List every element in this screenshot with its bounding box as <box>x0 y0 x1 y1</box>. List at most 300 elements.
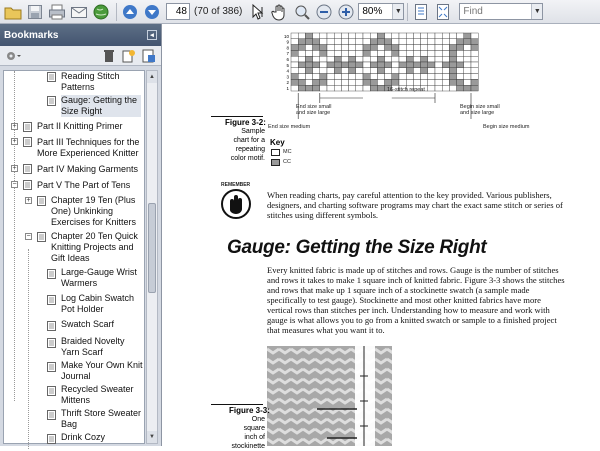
bookmark-item[interactable]: Log Cabin Swatch Pot Holder <box>61 293 135 314</box>
bookmarks-toolbar <box>0 46 161 66</box>
chart-cell <box>385 79 392 85</box>
chart-cell <box>349 62 356 68</box>
chart-cell <box>298 79 305 85</box>
zoom-select[interactable] <box>358 3 404 20</box>
chart-cell <box>457 39 464 45</box>
toolbar-separator <box>407 3 408 21</box>
chart-cell <box>392 50 399 56</box>
bookmark-item[interactable]: Large-Gauge Wrist Warmers <box>61 267 137 288</box>
chart-cell <box>305 56 312 62</box>
chart-cell <box>320 39 327 45</box>
chart-row-number: 5 <box>286 62 289 68</box>
chart-label-begin-small: Begin size small and size large <box>460 104 500 116</box>
chart-cell <box>341 68 348 74</box>
chart-cell <box>341 85 348 91</box>
chart-cell <box>471 62 478 68</box>
chart-cell <box>313 85 320 91</box>
document-view[interactable] <box>163 24 600 450</box>
chart-cell <box>421 56 428 62</box>
bookmark-page-icon <box>47 72 56 82</box>
chart-cell <box>313 79 320 85</box>
chart-cell <box>399 56 406 62</box>
chart-cell <box>377 85 384 91</box>
chart-cell <box>435 56 442 62</box>
chart-cell <box>442 50 449 56</box>
next-page-icon[interactable] <box>142 2 162 22</box>
figure-3-2-label: Figure 3-2: <box>225 118 266 127</box>
chart-cell <box>370 39 377 45</box>
chart-cell <box>370 45 377 51</box>
chart-cell <box>413 45 420 51</box>
chart-cell <box>370 85 377 91</box>
bookmark-item[interactable]: Make Your Own Knit Journal <box>61 360 143 381</box>
figure-3-3-label: Figure 3-3: <box>229 406 270 415</box>
bookmark-page-icon <box>37 232 46 242</box>
bookmark-page-icon <box>23 122 32 132</box>
chart-cell <box>406 50 413 56</box>
chart-cell <box>471 33 478 39</box>
chart-cell <box>449 56 456 62</box>
web-icon[interactable] <box>91 2 111 22</box>
chart-cell <box>449 33 456 39</box>
bookmark-page-icon <box>47 321 56 331</box>
chart-cell <box>377 39 384 45</box>
key-mc-swatch <box>271 149 280 156</box>
expand-icon[interactable]: + <box>12 138 17 145</box>
chart-row-number: 8 <box>286 45 289 51</box>
chart-cell <box>421 79 428 85</box>
bookmark-item[interactable]: Part III Techniques for the More Experienced Knitter <box>37 137 140 158</box>
chart-cell <box>406 33 413 39</box>
chart-cell <box>428 62 435 68</box>
chart-cell <box>428 56 435 62</box>
chart-cell <box>392 68 399 74</box>
chart-cell <box>327 33 334 39</box>
chart-cell <box>406 62 413 68</box>
bookmark-item[interactable]: Chapter 20 Ten Quick Knitting Projects and Gift Ideas <box>51 231 138 263</box>
email-icon[interactable] <box>69 2 89 22</box>
bookmark-page-icon <box>23 180 32 190</box>
chart-cell <box>363 68 370 74</box>
chart-cell <box>363 33 370 39</box>
chart-cell <box>464 74 471 80</box>
chart-cell <box>442 33 449 39</box>
chart-cell <box>363 39 370 45</box>
chart-cell <box>334 39 341 45</box>
chart-cell <box>377 33 384 39</box>
chart-cell <box>313 39 320 45</box>
chart-cell <box>406 79 413 85</box>
chart-cell <box>298 50 305 56</box>
chart-cell <box>399 50 406 56</box>
chart-cell <box>327 74 334 80</box>
chart-cell <box>305 74 312 80</box>
zoom-in-icon[interactable] <box>336 2 356 22</box>
stockinette-swatch-image <box>267 346 392 446</box>
chart-cell <box>399 45 406 51</box>
save-icon[interactable] <box>25 2 45 22</box>
bookmark-page-icon <box>47 386 56 396</box>
chart-cell <box>349 85 356 91</box>
chart-cell <box>313 50 320 56</box>
bookmark-page-icon <box>47 362 56 372</box>
chart-cell <box>406 68 413 74</box>
expand-bookmark-icon[interactable] <box>140 48 158 64</box>
find-input[interactable] <box>459 3 543 20</box>
chart-cell <box>320 50 327 56</box>
chart-cell <box>377 79 384 85</box>
chart-cell <box>291 79 298 85</box>
bookmark-item[interactable]: Chapter 19 Ten (Plus One) Unkinking Exercises for Knitters <box>51 195 137 227</box>
chart-cell <box>413 62 420 68</box>
chart-cell <box>327 50 334 56</box>
chart-cell <box>298 39 305 45</box>
previous-page-icon[interactable] <box>120 2 140 22</box>
chart-cell <box>421 45 428 51</box>
scroll-down-icon[interactable]: ▼ <box>147 431 157 443</box>
toolbar <box>0 0 600 24</box>
chart-cell <box>298 68 305 74</box>
chart-cell <box>356 33 363 39</box>
chart-cell <box>428 50 435 56</box>
chart-cell <box>327 56 334 62</box>
new-bookmark-icon[interactable] <box>120 48 138 64</box>
bookmark-page-icon <box>47 410 56 420</box>
chart-row-number: 1 <box>286 86 289 91</box>
chart-cell <box>341 62 348 68</box>
chart-label-repeat: 16-stitch repeat <box>387 87 425 93</box>
chart-cell <box>356 79 363 85</box>
chart-cell <box>435 39 442 45</box>
chart-cell <box>305 39 312 45</box>
bookmark-tree <box>3 70 145 444</box>
open-folder-icon[interactable] <box>3 2 23 22</box>
chart-cell <box>341 56 348 62</box>
chart-cell <box>457 45 464 51</box>
bookmark-page-icon <box>47 434 56 444</box>
collapse-icon[interactable]: − <box>26 233 31 240</box>
scroll-up-icon[interactable]: ▲ <box>147 71 157 83</box>
scroll-thumb[interactable] <box>148 203 156 293</box>
chart-cell <box>385 39 392 45</box>
chart-cell <box>320 85 327 91</box>
chart-cell <box>457 74 464 80</box>
chart-cell <box>392 56 399 62</box>
chart-cell <box>320 56 327 62</box>
chart-row-number: 9 <box>286 39 289 45</box>
chart-cell <box>392 79 399 85</box>
bookmarks-panel <box>0 24 162 446</box>
chart-cell <box>341 45 348 51</box>
marquee-zoom-icon[interactable] <box>292 2 312 22</box>
chart-cell <box>435 33 442 39</box>
chart-cell <box>363 62 370 68</box>
chart-cell <box>449 85 456 91</box>
chart-cell <box>320 79 327 85</box>
chart-cell <box>313 68 320 74</box>
chart-cell <box>392 39 399 45</box>
chart-cell <box>457 33 464 39</box>
chart-cell <box>449 79 456 85</box>
chart-cell <box>428 33 435 39</box>
bookmark-item[interactable]: Braided Novelty Yarn Scarf <box>61 336 125 357</box>
bookmark-item[interactable]: Part V The Part of Tens <box>37 180 131 190</box>
chart-cell <box>370 62 377 68</box>
chart-cell <box>471 79 478 85</box>
chevron-down-icon[interactable]: ▼ <box>392 4 403 19</box>
chart-cell <box>356 68 363 74</box>
chart-cell <box>449 50 456 56</box>
chart-cell <box>428 68 435 74</box>
chart-cell <box>377 74 384 80</box>
bookmarks-title: Bookmarks <box>4 29 59 41</box>
chart-cell <box>363 45 370 51</box>
chart-cell <box>449 39 456 45</box>
bookmark-item-selected[interactable]: Gauge: Getting the Size Right <box>61 95 141 117</box>
chart-cell <box>406 74 413 80</box>
chart-cell <box>385 33 392 39</box>
chart-cell <box>349 33 356 39</box>
chart-cell <box>298 45 305 51</box>
chart-cell <box>363 85 370 91</box>
figure-rule <box>211 116 263 117</box>
chart-cell <box>370 74 377 80</box>
bookmark-item[interactable]: Recycled Sweater Mittens <box>61 384 134 405</box>
chart-cell <box>385 45 392 51</box>
chart-cell <box>442 45 449 51</box>
chart-cell <box>370 79 377 85</box>
chart-cell <box>327 79 334 85</box>
chart-cell <box>334 56 341 62</box>
chart-cell <box>291 68 298 74</box>
zoom-value: 80% <box>362 6 383 17</box>
chart-cell <box>457 79 464 85</box>
chart-cell <box>327 45 334 51</box>
chart-cell <box>377 62 384 68</box>
bookmark-page-icon <box>47 338 56 348</box>
chart-row-number: 4 <box>286 68 289 74</box>
chart-cell <box>428 79 435 85</box>
chart-cell <box>471 56 478 62</box>
chart-label-end-small: End size small and size large <box>296 104 332 116</box>
chart-cell <box>421 39 428 45</box>
chart-cell <box>406 39 413 45</box>
bookmarks-header <box>0 24 161 46</box>
expand-icon[interactable]: + <box>12 165 17 172</box>
full-screen-icon[interactable] <box>433 2 453 22</box>
chart-cell <box>320 68 327 74</box>
section-heading: Gauge: Getting the Size Right <box>227 237 487 258</box>
chart-cell <box>334 68 341 74</box>
chart-cell <box>471 85 478 91</box>
chart-cell <box>457 85 464 91</box>
hand-tool-icon[interactable] <box>270 2 290 22</box>
chart-cell <box>442 56 449 62</box>
bookmark-page-icon <box>23 164 32 174</box>
bookmark-item[interactable]: Part IV Making Garments <box>37 164 139 174</box>
chart-cell <box>313 45 320 51</box>
chart-cell <box>363 74 370 80</box>
chart-cell <box>464 45 471 51</box>
chart-cell <box>471 50 478 56</box>
gauge-paragraph: Every knitted fabric is made up of stitches and rows. Gauge is the number of stitches and rows it takes to make 1 square inch of knitted fabric. Figure 3-3 shows the stitches and rows that make up 1 square inch of a stockinette swatch (a sample made specifically to test gauge). Stockinette and most other knitted fabrics have more vertical rows than stitches per inch. Understanding how to measure and work with gauge is what allows you to go from a knitted swatch or sample to a finished project that measures what you want it to. <box>267 265 565 335</box>
chart-cell <box>370 68 377 74</box>
collapse-icon[interactable]: − <box>12 181 17 188</box>
chart-cell <box>349 50 356 56</box>
chart-cell <box>464 85 471 91</box>
chart-cell <box>413 39 420 45</box>
print-icon[interactable] <box>47 2 67 22</box>
chart-cell <box>320 33 327 39</box>
chart-cell <box>349 45 356 51</box>
bookmark-page-icon <box>47 269 56 279</box>
collapse-panel-icon[interactable]: ◂ <box>147 30 157 40</box>
figure-3-3-caption: One square inch of stockinette <box>231 416 265 450</box>
chart-cell <box>464 56 471 62</box>
chart-cell <box>349 68 356 74</box>
chart-cell <box>377 68 384 74</box>
chart-cell <box>464 79 471 85</box>
chart-cell <box>435 68 442 74</box>
chart-row-number: 3 <box>286 74 289 80</box>
expand-icon[interactable]: + <box>12 123 17 130</box>
bookmark-item[interactable]: Swatch Scarf <box>61 319 115 329</box>
chart-cell <box>428 45 435 51</box>
chart-cell <box>406 45 413 51</box>
expand-icon[interactable]: + <box>26 197 31 204</box>
chart-cell <box>291 74 298 80</box>
chart-cell <box>435 74 442 80</box>
bookmark-page-icon <box>37 196 46 206</box>
chart-cell <box>363 56 370 62</box>
toolbar-separator <box>116 3 117 21</box>
chart-cell <box>471 45 478 51</box>
chart-cell <box>356 45 363 51</box>
chart-cell <box>392 74 399 80</box>
chart-row-number: 2 <box>286 80 289 86</box>
bookmark-item[interactable]: Part II Knitting Primer <box>37 121 123 131</box>
remember-text: When reading charts, pay careful attention to the key provided. Various publishers, designers, and charting software programs may chart the exact same stitch or series of stitches using different symbols. <box>267 190 563 220</box>
chart-cell <box>435 50 442 56</box>
figure-3-2-caption: Sample chart for a repeating color motif. <box>230 128 265 162</box>
chart-cell <box>421 74 428 80</box>
chart-cell <box>399 79 406 85</box>
chart-cell <box>457 56 464 62</box>
delete-bookmark-icon[interactable] <box>100 48 118 64</box>
chart-cell <box>464 62 471 68</box>
remember-label: REMEMBER <box>221 182 251 188</box>
chart-cell <box>334 85 341 91</box>
chart-cell <box>464 33 471 39</box>
select-tool-icon[interactable] <box>248 2 268 22</box>
chart-cell <box>305 50 312 56</box>
chart-cell <box>464 50 471 56</box>
chart-cell <box>442 79 449 85</box>
chart-cell <box>305 33 312 39</box>
chart-cell <box>305 79 312 85</box>
page-number-input[interactable]: 48 <box>166 3 190 20</box>
zoom-out-icon[interactable] <box>314 2 334 22</box>
chart-cell <box>370 50 377 56</box>
chart-cell <box>327 85 334 91</box>
chart-cell <box>356 56 363 62</box>
chart-row-number: 7 <box>286 51 289 57</box>
chart-cell <box>320 45 327 51</box>
bookmark-item[interactable]: Thrift Store Sweater Bag <box>61 408 142 429</box>
chart-cell <box>291 33 298 39</box>
chart-cell <box>471 39 478 45</box>
chart-cell <box>370 33 377 39</box>
key-title: Key <box>270 138 285 147</box>
bookmark-item[interactable]: Reading Stitch Patterns <box>61 71 120 92</box>
bookmark-page-icon <box>47 96 56 106</box>
chart-cell <box>291 62 298 68</box>
chart-row-number: 6 <box>286 57 289 62</box>
chart-cell <box>413 50 420 56</box>
chart-cell <box>442 74 449 80</box>
chart-label-begin-medium: Begin size medium <box>483 124 530 130</box>
chart-cell <box>356 74 363 80</box>
chart-cell <box>385 50 392 56</box>
chart-cell <box>291 50 298 56</box>
chart-cell <box>341 79 348 85</box>
chart-cell <box>334 74 341 80</box>
chart-cell <box>442 85 449 91</box>
chart-cell <box>298 85 305 91</box>
chart-cell <box>298 62 305 68</box>
chart-cell <box>305 45 312 51</box>
chart-cell <box>291 56 298 62</box>
chart-cell <box>356 62 363 68</box>
chart-cell <box>291 39 298 45</box>
chart-cell <box>356 39 363 45</box>
chart-cell <box>457 68 464 74</box>
chart-cell <box>377 45 384 51</box>
chart-cell <box>327 68 334 74</box>
chart-cell <box>413 68 420 74</box>
chart-cell <box>313 56 320 62</box>
chart-cell <box>320 74 327 80</box>
chart-cell <box>471 68 478 74</box>
chart-cell <box>327 39 334 45</box>
chart-cell <box>442 39 449 45</box>
chart-cell <box>298 56 305 62</box>
chart-cell <box>363 79 370 85</box>
chart-cell <box>471 74 478 80</box>
chart-cell <box>341 74 348 80</box>
chart-cell <box>377 56 384 62</box>
chart-cell <box>349 56 356 62</box>
chart-cell <box>406 56 413 62</box>
chart-cell <box>298 74 305 80</box>
chevron-down-icon[interactable]: ▼ <box>531 4 542 19</box>
options-gear-icon[interactable] <box>5 48 23 64</box>
chart-cell <box>449 68 456 74</box>
chart-cell <box>385 62 392 68</box>
chart-cell <box>435 79 442 85</box>
fit-page-icon[interactable] <box>411 2 431 22</box>
chart-cell <box>428 39 435 45</box>
chart-cell <box>291 85 298 91</box>
chart-cell <box>349 74 356 80</box>
chart-cell <box>334 45 341 51</box>
chart-row-number: 10 <box>283 33 289 39</box>
bookmark-item[interactable]: Drink Cozy <box>61 432 106 442</box>
chart-cell <box>363 50 370 56</box>
chart-cell <box>313 33 320 39</box>
bookmarks-scrollbar[interactable] <box>146 70 158 444</box>
chart-cell <box>442 62 449 68</box>
